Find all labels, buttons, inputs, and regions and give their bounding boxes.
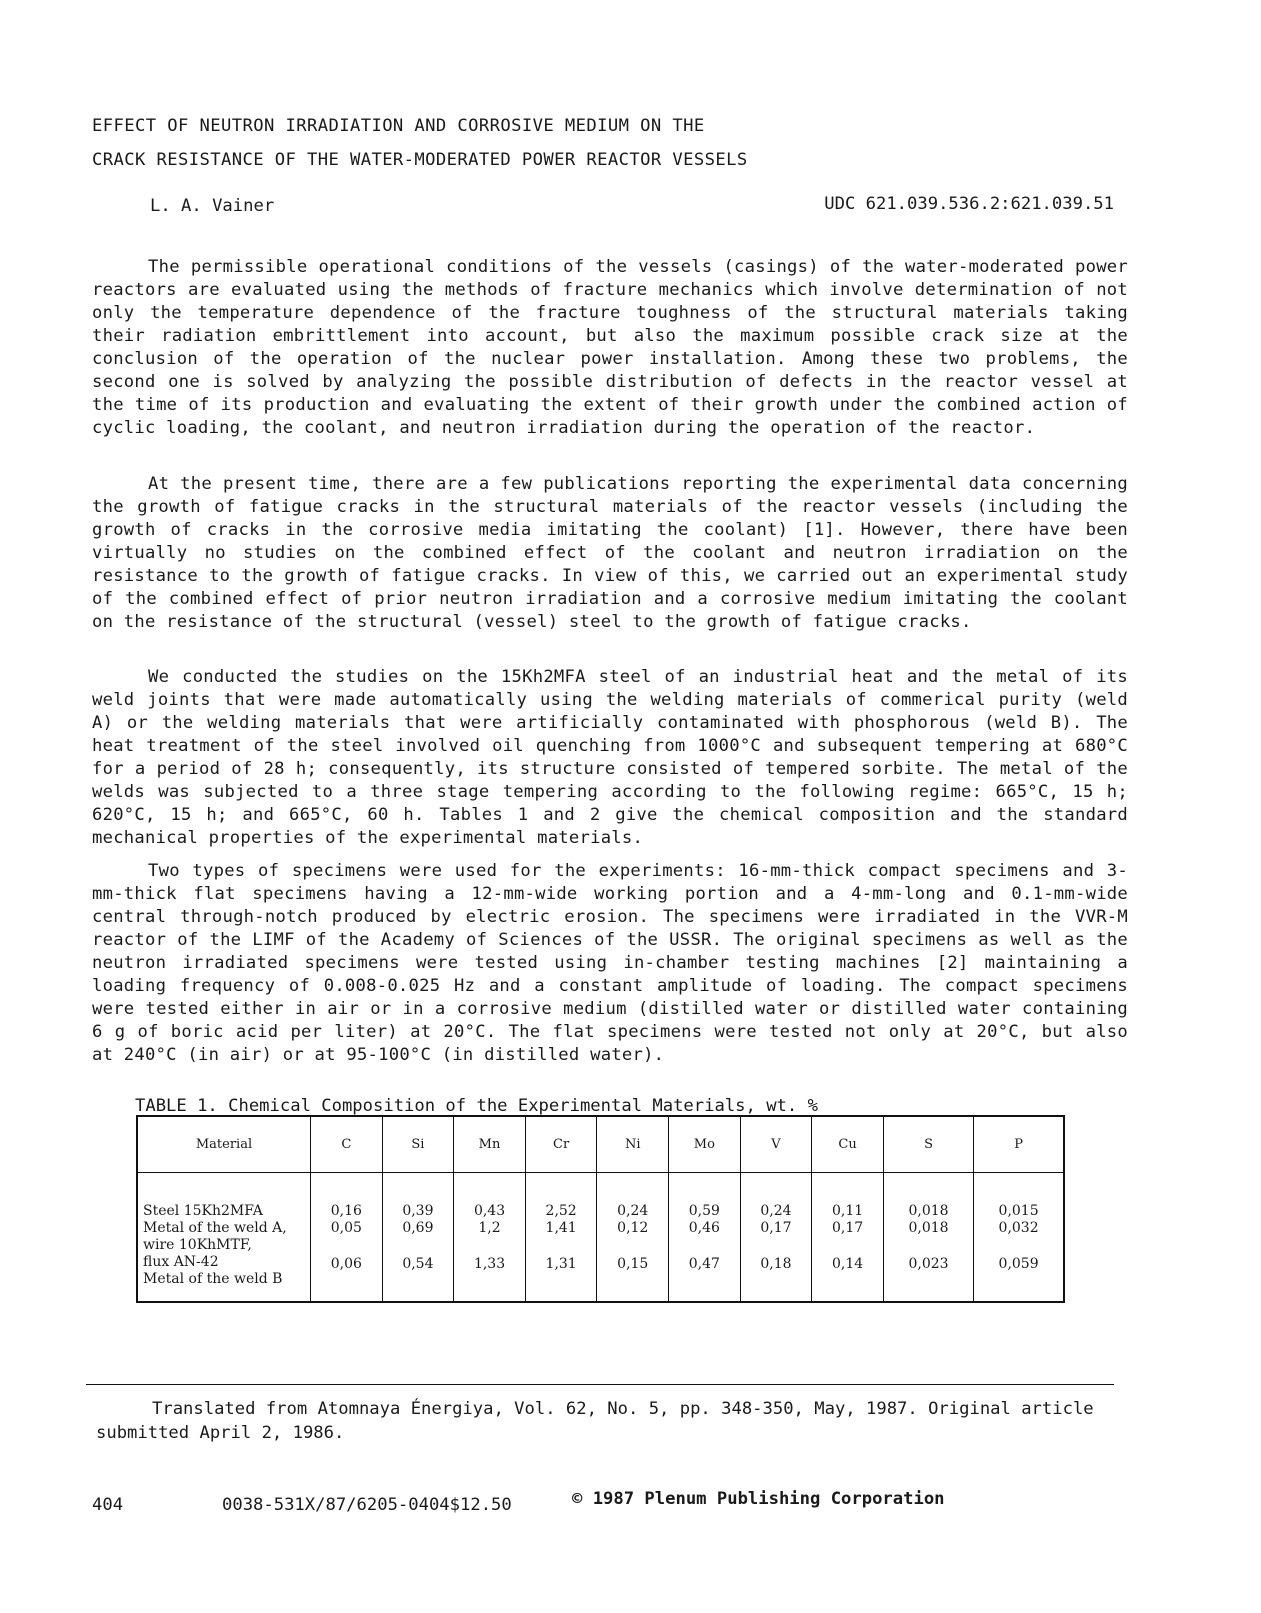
cell-mn <box>454 1173 526 1302</box>
value-cu-weld-a: 0,17 <box>831 1220 864 1236</box>
cell-s <box>883 1173 973 1302</box>
header-v: V <box>740 1117 812 1173</box>
value-s-weld-a: 0,018 <box>908 1220 949 1236</box>
material-weld-a-flux: flux AN-42 <box>143 1254 219 1270</box>
value-cr-weld-a: 1,41 <box>545 1220 577 1236</box>
value-mn-weld-a: 1,2 <box>478 1220 501 1236</box>
header-c: C <box>311 1117 383 1173</box>
cell-p <box>974 1173 1063 1302</box>
header-si: Si <box>382 1117 454 1173</box>
translation-footnote: Translated from Atomnaya Énergiya, Vol. 62, No. 5, pp. 348-350, May, 1987. Original article submitted April 2, 1986. <box>96 1399 1094 1443</box>
paragraph-4: Two types of specimens were used for the experiments: 16-mm-thick compact specimens and 3-mm-thick flat specimens having a 12-mm-wide working portion and a 4-mm-long and 0.1-mm-wide central through-notch produced by electric erosion. The specimens were irradiated in the VVR-M reactor of the LIMF of the Academy of Sciences of the USSR. The original specimens as well as the neutron irradiated specimens were tested using in-chamber testing machines [2] maintaining a loading frequency of 0.008-0.025 Hz and a constant amplitude of loading. The compact specimens were tested either in air or in a corrosive medium (distilled water or distilled water containing 6 g of boric acid per liter) at 20°C. The flat specimens were tested not only at 20°C, but also at 240°C (in air) or at 95-100°C (in distilled water). <box>92 861 1128 1066</box>
value-v-steel: 0,24 <box>760 1203 792 1219</box>
value-c-steel: 0,16 <box>330 1203 362 1219</box>
header-cr: Cr <box>525 1117 597 1173</box>
value-cu-weld-b: 0,14 <box>831 1256 864 1272</box>
material-column <box>138 1173 311 1302</box>
header-ni: Ni <box>597 1117 669 1173</box>
value-si-weld-a: 0,69 <box>402 1220 434 1236</box>
cell-cu <box>812 1173 884 1302</box>
cell-v <box>740 1173 812 1302</box>
value-p-weld-b: 0,059 <box>998 1256 1039 1272</box>
value-ni-steel: 0,24 <box>617 1203 649 1219</box>
paragraph-2: At the present time, there are a few publications reporting the experimental data concerning the growth of fatigue cracks in the structural materials of the reactor vessels (including the growth of cracks in the corrosive media imitating the coolant) [1]. However, there have been virtually no studies on the combined effect of the coolant and neutron irradiation on the resistance to the growth of fatigue cracks. In view of this, we carried out an experimental study of the combined effect of prior neutron irradiation and a corrosive medium imitating the coolant on the resistance of the structural (vessel) steel to the growth of fatigue cracks. <box>92 474 1128 633</box>
header-cu: Cu <box>812 1117 884 1173</box>
value-cr-steel: 2,52 <box>545 1203 577 1219</box>
header-mn: Mn <box>454 1117 526 1173</box>
value-si-steel: 0,39 <box>402 1203 434 1219</box>
value-p-weld-a: 0,032 <box>998 1220 1039 1236</box>
value-ni-weld-a: 0,12 <box>617 1220 649 1236</box>
value-p-steel: 0,015 <box>998 1203 1039 1219</box>
material-weld-b: Metal of the weld B <box>143 1271 283 1287</box>
value-c-weld-b: 0,06 <box>330 1256 362 1272</box>
title-line-1: EFFECT OF NEUTRON IRRADIATION AND CORROSIVE MEDIUM ON THE <box>92 116 705 136</box>
value-mo-steel: 0,59 <box>688 1203 720 1219</box>
header-s: S <box>883 1117 973 1173</box>
page-number: 404 <box>92 1495 124 1515</box>
value-c-weld-a: 0,05 <box>330 1220 362 1236</box>
header-mo: Mo <box>669 1117 741 1173</box>
paragraph-1: The permissible operational conditions of the vessels (casings) of the water-moderated power reactors are evaluated using the methods of fracture mechanics which involve determination of not only the temperature dependence of the fracture toughness of the structural materials taking their radiation embrittlement into account, but also the maximum possible crack size at the conclusion of the operation of the nuclear power installation. Among these two problems, the second one is solved by analyzing the possible distribution of defects in the reactor vessel at the time of its production and evaluating the extent of their growth under the combined action of cyclic loading, the coolant, and neutron irradiation during the operation of the reactor. <box>92 257 1128 439</box>
title-line-2: CRACK RESISTANCE OF THE WATER-MODERATED POWER REACTOR VESSELS <box>92 150 748 170</box>
value-ni-weld-b: 0,15 <box>617 1256 649 1272</box>
cell-si <box>382 1173 454 1302</box>
material-weld-a-wire: wire 10KhMTF, <box>143 1237 252 1253</box>
value-mo-weld-a: 0,46 <box>688 1220 720 1236</box>
cell-cr <box>525 1173 597 1302</box>
table-body-row <box>138 1173 1063 1302</box>
header-material: Material <box>138 1117 311 1173</box>
value-mn-steel: 0,43 <box>473 1203 506 1219</box>
value-v-weld-b: 0,18 <box>760 1256 792 1272</box>
table-header-row <box>138 1117 1063 1173</box>
composition-table <box>136 1115 1065 1303</box>
table-caption: TABLE 1. Chemical Composition of the Experimental Materials, wt. % <box>135 1096 818 1116</box>
value-cu-steel: 0,11 <box>831 1203 864 1219</box>
value-si-weld-b: 0,54 <box>402 1256 434 1272</box>
author: L. A. Vainer <box>150 196 275 216</box>
value-mn-weld-b: 1,33 <box>473 1256 506 1272</box>
material-steel: Steel 15Kh2MFA <box>143 1203 263 1219</box>
copyright: © 1987 Plenum Publishing Corporation <box>572 1489 945 1509</box>
footnote-divider <box>86 1384 1114 1385</box>
header-p: P <box>974 1117 1063 1173</box>
value-cr-weld-b: 1,31 <box>545 1256 577 1272</box>
cell-mo <box>669 1173 741 1302</box>
udc-code: UDC 621.039.536.2:621.039.51 <box>824 194 1114 214</box>
value-v-weld-a: 0,17 <box>760 1220 792 1236</box>
cell-c <box>311 1173 383 1302</box>
value-mo-weld-b: 0,47 <box>688 1256 720 1272</box>
value-s-steel: 0,018 <box>908 1203 949 1219</box>
value-s-weld-b: 0,023 <box>908 1256 949 1272</box>
cell-ni <box>597 1173 669 1302</box>
paragraph-3: We conducted the studies on the 15Kh2MFA steel of an industrial heat and the metal of its weld joints that were made automatically using the welding materials of commerical purity (weld A) or the welding materials that were artificially contaminated with phosphorous (weld B). The heat treatment of the steel involved oil quenching from 1000°C and subsequent tempering at 680°C for a period of 28 h; consequently, its structure consisted of tempered sorbite. The metal of the welds was subjected to a three stage tempering according to the following regime: 665°C, 15 h; 620°C, 15 h; and 665°C, 60 h. Tables 1 and 2 give the chemical composition and the standard mechanical properties of the experimental materials. <box>92 667 1128 849</box>
material-weld-a: Metal of the weld A, <box>143 1220 287 1236</box>
article-code: 0038-531X/87/6205-0404$12.50 <box>222 1495 512 1515</box>
